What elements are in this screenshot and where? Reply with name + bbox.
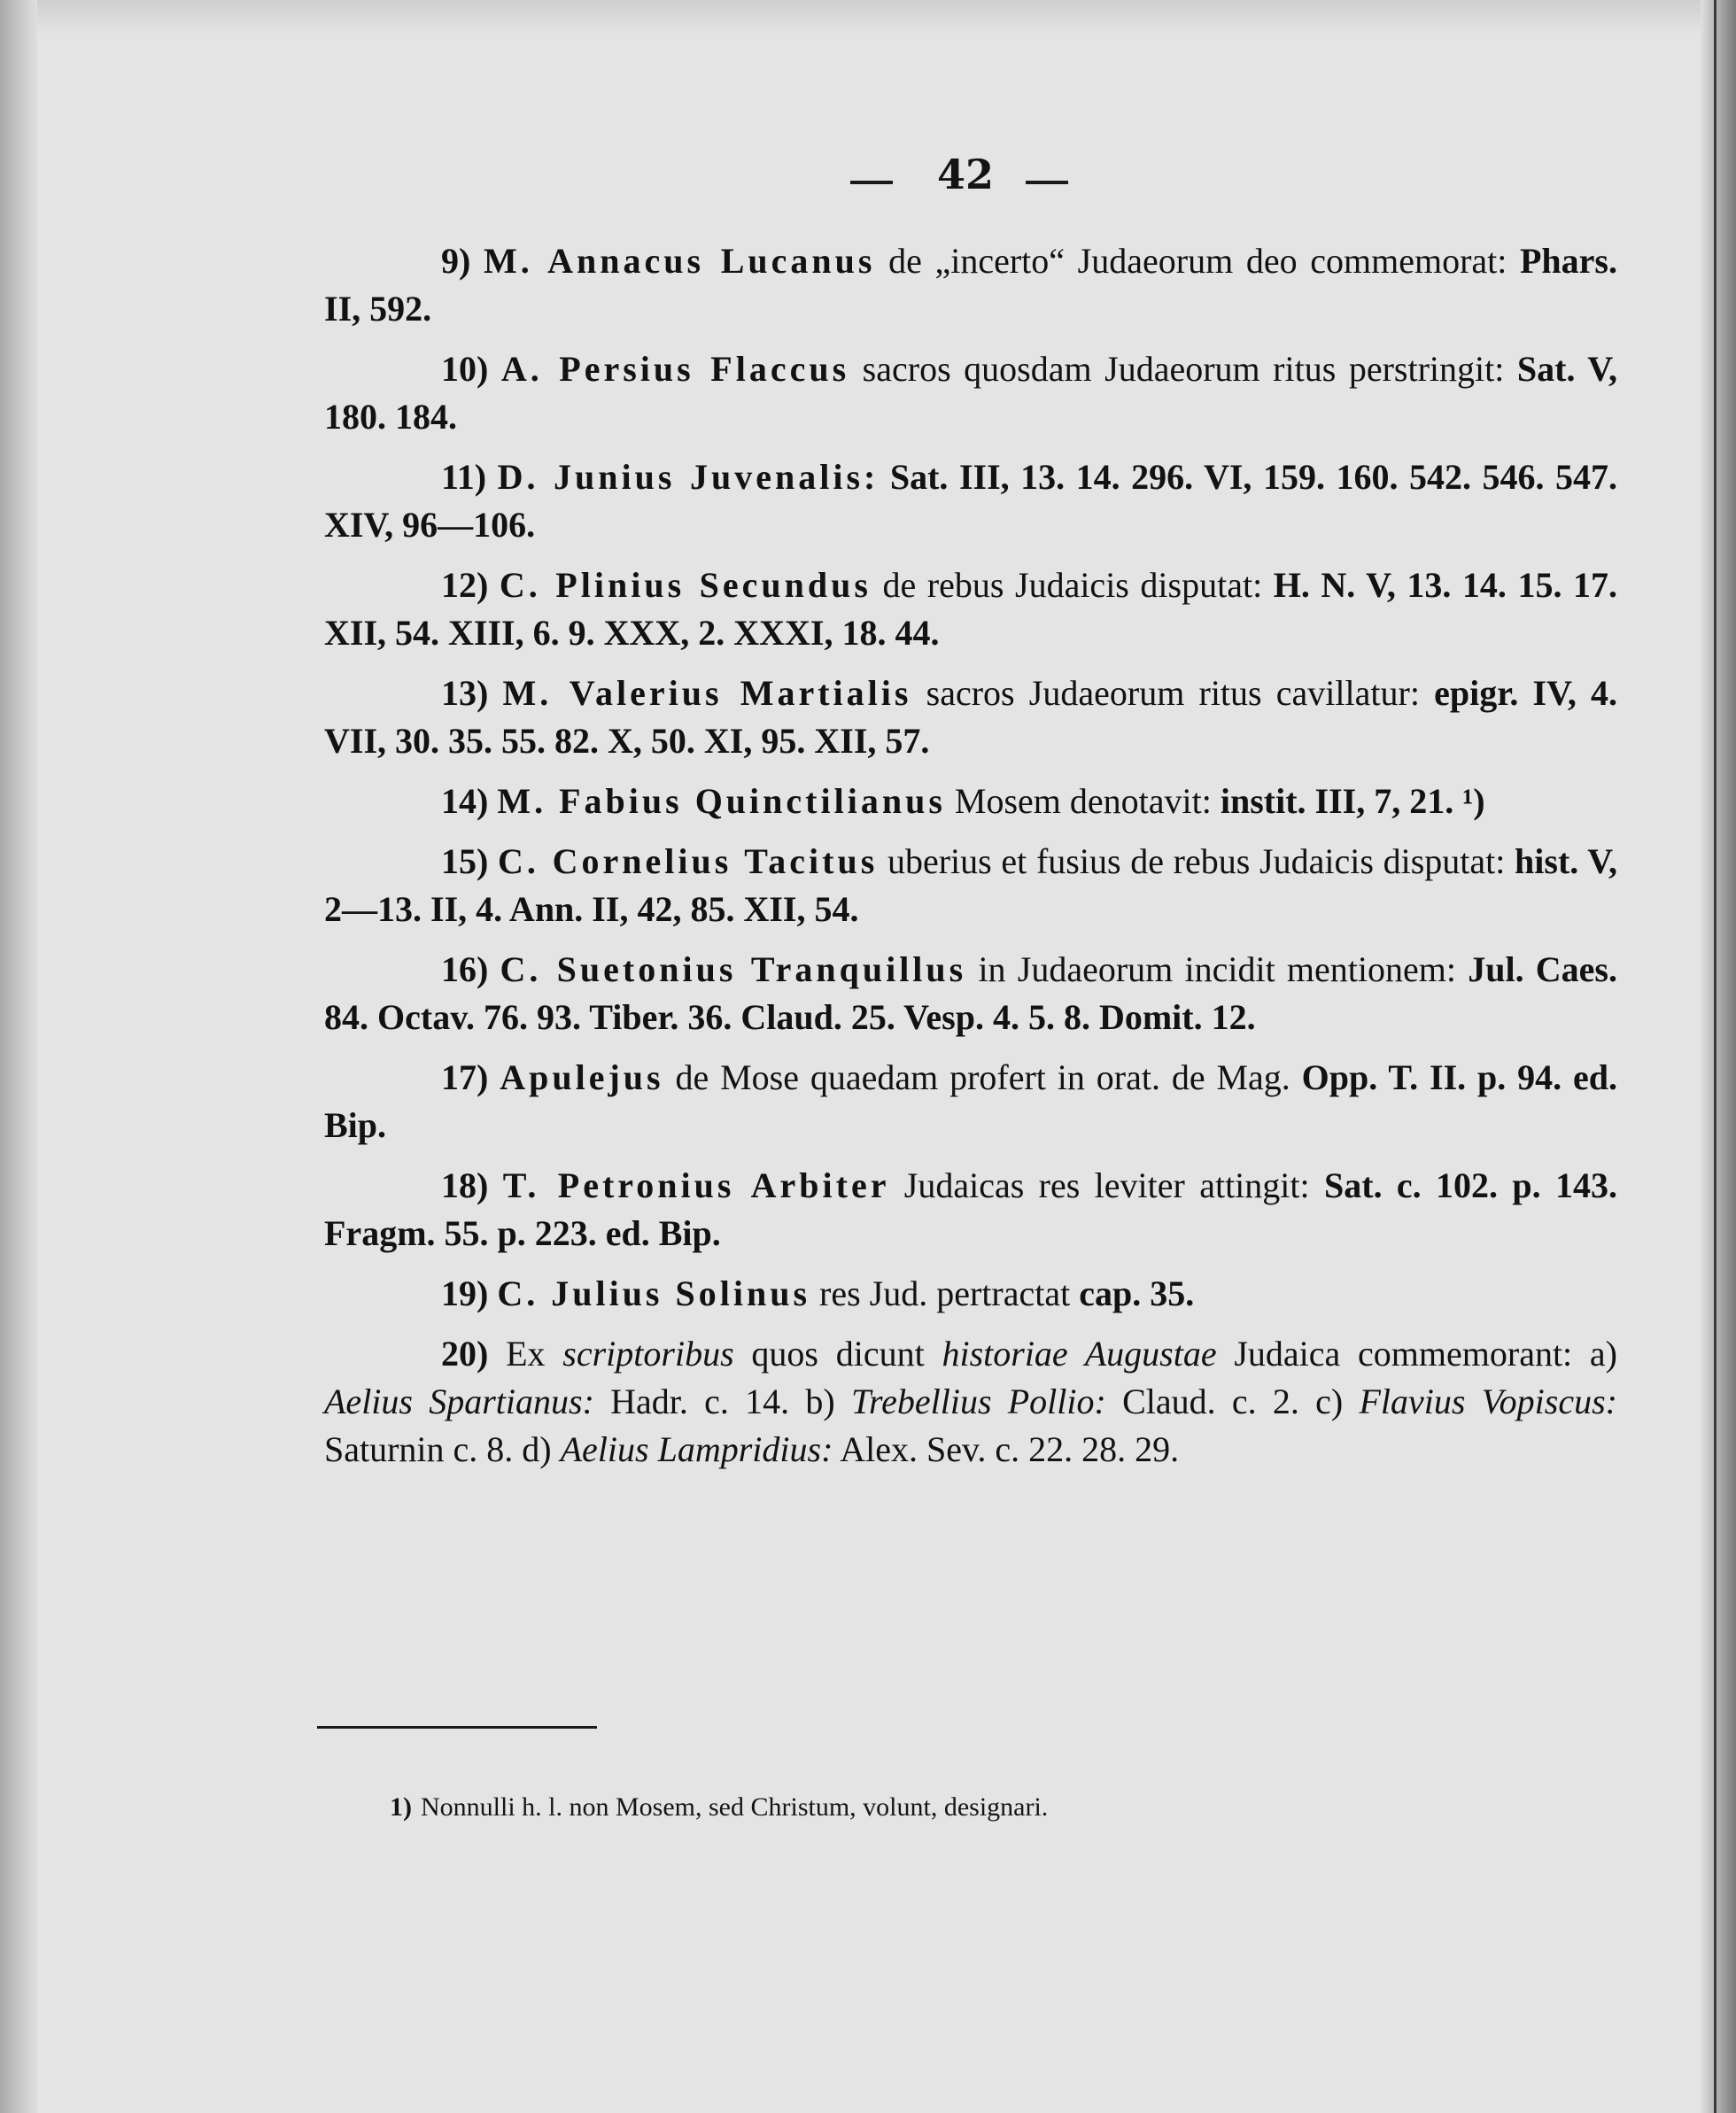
entry-reference: cap. 35.	[1079, 1273, 1195, 1313]
entry-9	[324, 237, 1617, 333]
entry-text: quos dicunt	[733, 1334, 942, 1374]
entry-author: M. Fabius Quinctilianus	[497, 781, 946, 821]
entry-16	[324, 946, 1617, 1041]
entry-13	[324, 670, 1617, 765]
entry-text: Judaica commemorant: a)	[1216, 1334, 1618, 1374]
entry-11	[324, 453, 1617, 549]
entry-author: M. Annacus Lucanus	[483, 241, 876, 281]
entry-15	[324, 838, 1617, 933]
entry-reference: Sat. V, 180. 184.	[324, 349, 1618, 437]
page-right-edge	[1701, 0, 1736, 2113]
entry-reference: Opp. T. II. p. 94. ed. Bip.	[324, 1057, 1618, 1145]
top-shadow	[0, 0, 1736, 35]
entry-text: Mosem denotavit:	[945, 781, 1221, 821]
entry-18	[324, 1162, 1617, 1258]
entry-italic: Aelius Spartianus:	[324, 1382, 594, 1421]
entry-number: 18)	[441, 1165, 489, 1205]
header-dash-right	[1026, 181, 1068, 184]
binding-edge	[0, 0, 37, 2113]
entry-number: 15)	[441, 841, 489, 881]
entry-text: Saturnin c. 8. d)	[324, 1429, 561, 1469]
entry-text: sacros Judaeorum ritus cavillatur:	[911, 673, 1435, 713]
entry-author: C. Julius Solinus	[497, 1273, 811, 1313]
entry-number: 19)	[441, 1273, 489, 1313]
entry-text: de rebus Judaicis disputat:	[871, 565, 1274, 605]
entry-reference: instit. III, 7, 21. ¹)	[1220, 781, 1485, 821]
entry-17	[324, 1054, 1617, 1149]
header-dash-left	[850, 181, 893, 184]
entry-reference: epigr. IV, 4. VII, 30. 35. 55. 82. X, 50. XI, 95. XII, 57.	[324, 673, 1618, 761]
entry-number: 14)	[441, 781, 489, 821]
entry-text: sacros quosdam Judaeorum ritus perstringit:	[849, 349, 1517, 389]
entry-10	[324, 345, 1617, 441]
entry-author: C. Cornelius Tacitus	[498, 841, 879, 881]
entry-italic: Flavius Vopiscus:	[1359, 1382, 1617, 1421]
footnote-mark: 1)	[390, 1792, 412, 1822]
entry-text: Ex	[488, 1334, 563, 1374]
entry-reference: Phars. II, 592.	[324, 241, 1617, 329]
entry-text: Alex. Sev. c. 22. 28. 29.	[833, 1429, 1180, 1469]
page-header	[833, 151, 1116, 213]
footnote	[390, 1791, 1541, 1824]
entry-number: 10)	[441, 349, 489, 389]
entry-text: uberius et fusius de rebus Judaicis disputat:	[878, 841, 1515, 881]
entry-author: Apulejus	[500, 1057, 664, 1097]
entry-number: 20)	[441, 1334, 489, 1374]
body-text	[324, 237, 1617, 1486]
entry-italic: Aelius Lampridius:	[560, 1429, 833, 1469]
entry-19	[324, 1270, 1617, 1318]
entry-12	[324, 561, 1617, 657]
entry-author: C. Plinius Secundus	[499, 565, 872, 605]
entry-text: res Jud. pertractat	[810, 1273, 1080, 1313]
entry-reference: H. N. V, 13. 14. 15. 17. XII, 54. XIII, 6. 9. XXX, 2. XXXI, 18. 44.	[324, 565, 1617, 653]
entry-reference: Sat. III, 13. 14. 296. VI, 159. 160. 542. 546. 547. XIV, 96—106.	[324, 457, 1618, 545]
entry-number: 13)	[441, 673, 489, 713]
entry-text: Judaicas res leviter attingit:	[889, 1165, 1324, 1205]
entry-italic: scriptoribus	[562, 1334, 734, 1374]
entry-author: D. Junius Juvenalis:	[497, 457, 880, 497]
entry-italic: historiae Augustae	[942, 1334, 1217, 1374]
entry-text: Claud. c. 2. c)	[1105, 1382, 1360, 1421]
page-right-edge-line	[1714, 0, 1717, 2113]
entry-number: 11)	[441, 457, 487, 497]
footnote-rule	[317, 1726, 597, 1729]
page-number: 42	[936, 151, 994, 198]
entry-reference: Sat. c. 102. p. 143. Fragm. 55. p. 223. ed. Bip.	[324, 1165, 1617, 1253]
entry-text: de „incerto“ Judaeorum deo commemorat:	[875, 241, 1520, 281]
entry-number: 16)	[441, 949, 489, 989]
entry-italic: Trebellius Pollio:	[850, 1382, 1106, 1421]
entry-text: Hadr. c. 14. b)	[593, 1382, 851, 1421]
entry-number: 12)	[441, 565, 489, 605]
entry-author: T. Petronius Arbiter	[502, 1165, 890, 1205]
entry-author: A. Persius Flaccus	[500, 349, 850, 389]
entry-14	[324, 778, 1617, 825]
entry-reference: Jul. Caes. 84. Octav. 76. 93. Tiber. 36. Claud. 25. Vesp. 4. 5. 8. Domit. 12.	[324, 949, 1617, 1037]
entry-number: 9)	[441, 241, 471, 281]
entry-reference: hist. V, 2—13. II, 4. Ann. II, 42, 85. XII, 54.	[324, 841, 1617, 929]
entry-author: C. Suetonius Tranquillus	[500, 949, 967, 989]
entry-text: in Judaeorum incidit mentionem:	[966, 949, 1469, 989]
entry-text	[879, 457, 890, 497]
entry-author: M. Valerius Martialis	[502, 673, 912, 713]
entry-text: de Mose quaedam profert in orat. de Mag.	[663, 1057, 1302, 1097]
entry-number: 17)	[441, 1057, 489, 1097]
footnote-text: Nonnulli h. l. non Mosem, sed Christum, volunt, designari.	[421, 1792, 1049, 1822]
entry-20	[324, 1330, 1617, 1474]
